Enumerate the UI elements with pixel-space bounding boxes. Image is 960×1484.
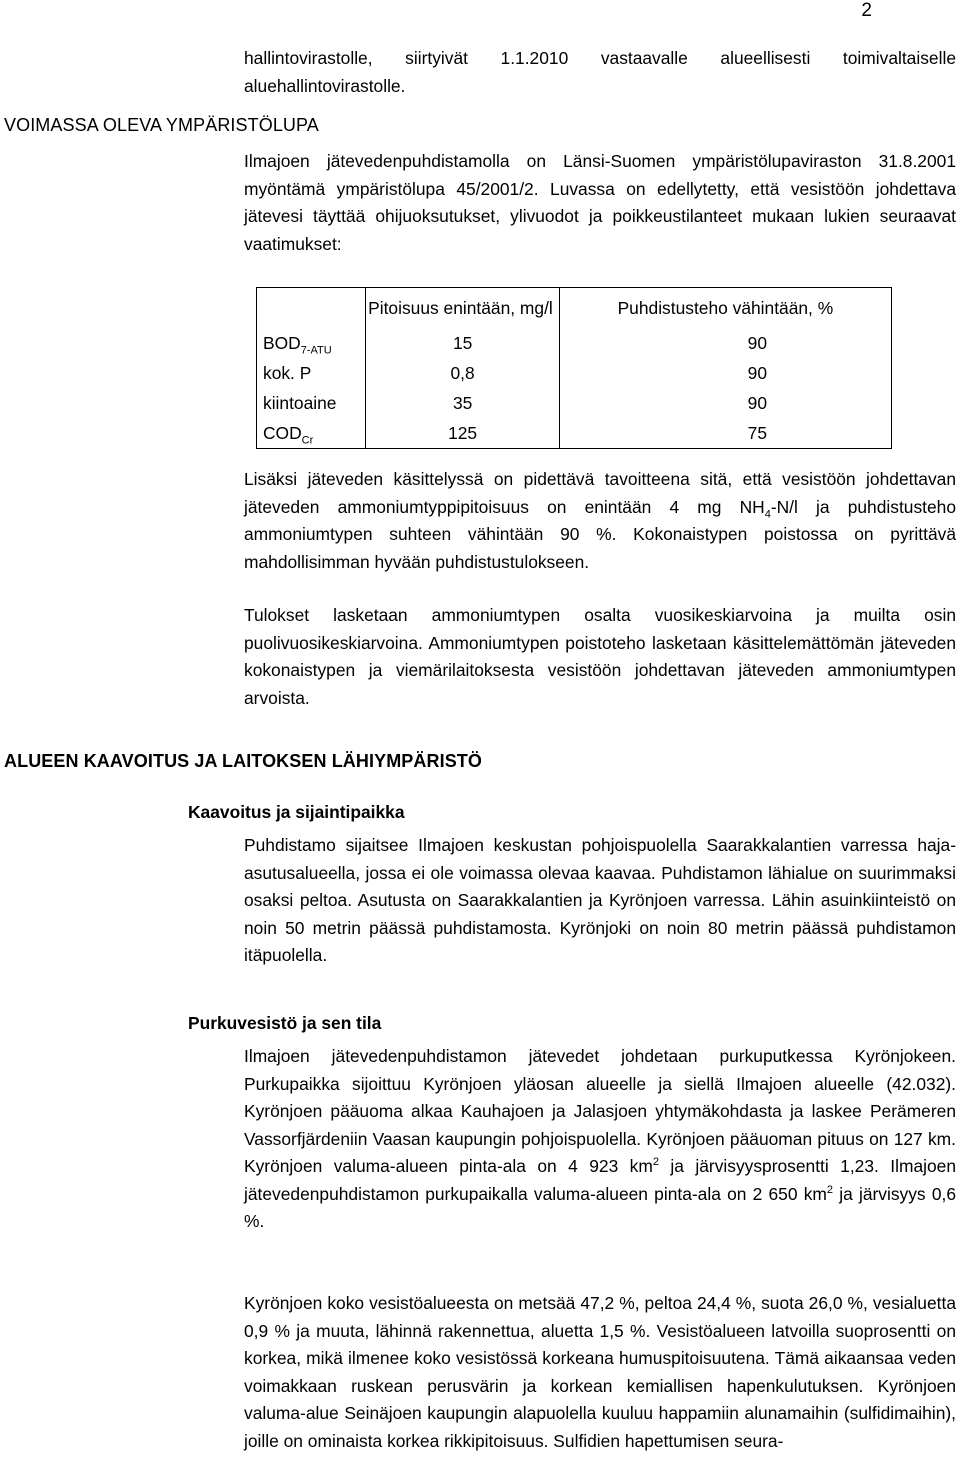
table-row	[257, 328, 892, 358]
ammonium-paragraph	[244, 466, 956, 576]
table-cell-param	[257, 328, 366, 358]
table-cell-efficiency: 90	[559, 358, 891, 388]
table-header-efficiency: Puhdistusteho vähintään, %	[559, 288, 891, 329]
table-cell-param	[257, 418, 366, 449]
ammonium-text-part2: -N/l ja puhdistusteho ammoniumtypen suhteen vähintään 90 %. Kokonaistypen poistossa on pyrittävä mahdollisimman hyvään puhdistustulokseen.	[244, 496, 956, 572]
table-cell-efficiency: 90	[559, 328, 891, 358]
table-cell-param	[257, 358, 366, 388]
section-heading-permit: VOIMASSA OLEVA YMPÄRISTÖLUPA	[4, 115, 319, 135]
km2-superscript: 2	[826, 1183, 834, 1196]
receiving-water-text-part3: ja järvisyys 0,6 %.	[244, 1183, 956, 1231]
table-header-concentration: Pitoisuus enintään, mg/l	[366, 288, 559, 329]
table-row	[257, 388, 892, 418]
table-cell-concentration: 125	[366, 418, 559, 449]
table-row	[257, 418, 892, 449]
section-heading-zoning: ALUEEN KAAVOITUS JA LAITOKSEN LÄHIYMPÄRISTÖ	[4, 751, 482, 771]
subheading-zoning-location: Kaavoitus ja sijaintipaikka	[188, 802, 405, 822]
km2-superscript: 2	[652, 1156, 659, 1169]
zoning-paragraph: Puhdistamo sijaitsee Ilmajoen keskustan pohjoispuolella Saarakkalantien varressa haja-asutusalueella, jossa ei ole voimassa olevaa kaavaa. Puhdistamon lähialue on suurimmaksi osaksi peltoa. Asutusta on Saarakkalantien ja Kyrönjoen varressa. Lähin asuinkiinteistö on noin 50 metrin päässä puhdistamosta. Kyrönjoki on noin 80 metrin päässä puhdistamon itäpuolella.	[244, 835, 956, 965]
land-use-paragraph: Kyrönjoen koko vesistöalueesta on metsää 47,2 %, peltoa 24,4 %, suota 26,0 %, vesialuetta 0,9 % ja muuta, lähinnä rakennettua, aluetta 1,5 %. Vesistöalueen latvoilla suoprosentti on korkea, mikä ilmenee koko vesistössä korkeana humuspitoisuutena. Tämä aikaansaa veden voimakkaan ruskean perusvärin ja korkean kemiallisen hapenkulutuksen. Kyrönjoen valuma-alue Seinäjoen kaupungin alapuolella kuuluu happamiin alunamaihin (sulfidimaihin), joille on ominaista korkea rikkipitoisuus. Sulfidien hapettumisen seura-	[244, 1293, 956, 1451]
param-name: kiintoaine	[263, 392, 337, 413]
param-name: BOD	[263, 332, 301, 353]
table-cell-param	[257, 388, 366, 418]
table-cell-concentration: 0,8	[366, 358, 559, 388]
receiving-water-text-part2: ja järvisyysprosentti 1,23. Ilmajoen jätevedenpuhdistamon purkupaikalla valuma-alueen pinta-ala on 2 650 km	[244, 1156, 956, 1204]
subheading-receiving-water: Purkuvesistö ja sen tila	[188, 1013, 382, 1033]
param-name: kok. P	[263, 362, 312, 383]
intro-continuation: hallintovirastolle, siirtyivät 1.1.2010 vastaavalle alueellisesti toimivaltaiselle aluehallintovirastolle.	[244, 48, 956, 96]
receiving-water-text-part1: Ilmajoen jätevedenpuhdistamon jätevedet johdetaan purkuputkessa Kyrönjokeen. Purkupaikka sijoittuu Kyrönjoen yläosan alueelle ja siellä Ilmajoen alueelle (42.032). Kyrönjoen pääuoma alkaa Kauhajoen ja Jalasjoen yhtymäkohdasta ja laskee Perämeren Vassorfjärdeniin Vaasan kaupungin pohjoispuolella. Kyrönjoen pääuoman pituus on 127 km. Kyrönjoen valuma-alueen pinta-ala on 4 923 km	[244, 1046, 956, 1176]
permit-paragraph: Ilmajoen jätevedenpuhdistamolla on Länsi-Suomen ympäristölupaviraston 31.8.2001 myöntämä ympäristölupa 45/2001/2. Luvassa on edellytetty, että vesistöön johdettava jätevesi täyttää ohijuoksutukset, ylivuodot ja poikkeustilanteet mukaan lukien seuraavat vaatimukset:	[244, 151, 956, 254]
table-header-param	[257, 288, 366, 329]
page-number: 2	[861, 0, 872, 21]
table-cell-efficiency: 75	[559, 418, 891, 449]
table-header-row	[257, 288, 892, 329]
table-row	[257, 358, 892, 388]
permit-requirements-table	[256, 287, 892, 449]
param-name: COD	[263, 422, 302, 443]
results-paragraph: Tulokset lasketaan ammoniumtypen osalta vuosikeskiarvoina ja muilta osin puolivuosikeskiarvoina. Ammoniumtypen poistoteho lasketaan käsittelemättömän jäteveden kokonaistypen ja viemärilaitoksesta vesistöön johdettavan jäteveden ammoniumtypen arvoista.	[244, 605, 956, 708]
param-subscript: Cr	[301, 433, 314, 446]
param-subscript: 7-ATU	[300, 343, 332, 356]
table-cell-concentration: 15	[366, 328, 559, 358]
table-cell-efficiency: 90	[559, 388, 891, 418]
table-cell-concentration: 35	[366, 388, 559, 418]
ammonium-text-part1: Lisäksi jäteveden käsittelyssä on pidettävä tavoitteena sitä, että vesistöön johdettavan jäteveden ammoniumtyppipitoisuus on enintään 4 mg NH	[244, 469, 956, 517]
receiving-water-paragraph	[244, 1043, 956, 1236]
nh4-subscript: 4	[764, 507, 771, 520]
